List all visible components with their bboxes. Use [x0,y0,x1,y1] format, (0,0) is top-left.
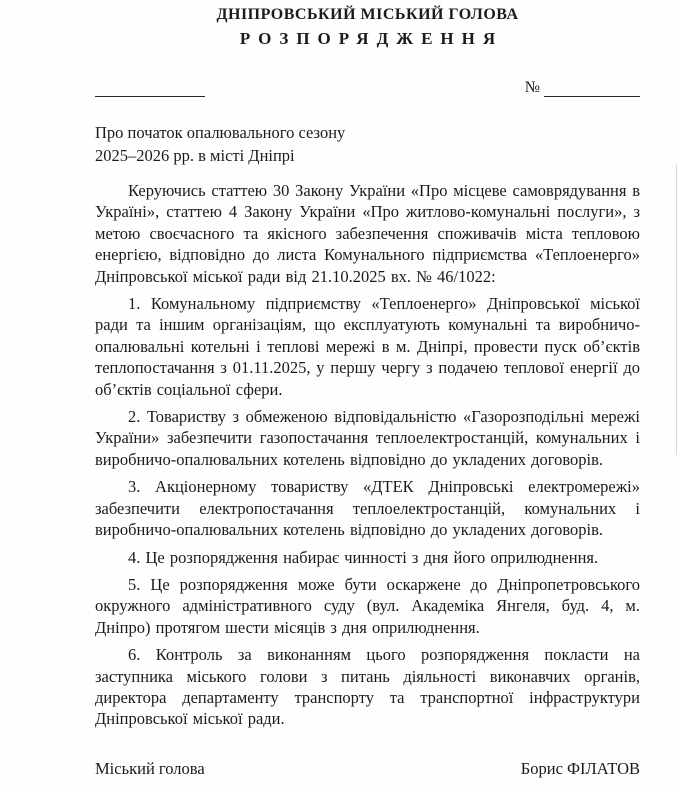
preamble-paragraph: Керуючись статтею 30 Закону України «Про місцеве самоврядування в Україні», статтею 4 Закону України «Про житлово-комунальні послуги», з метою своєчасного та якісного забезпечення споживачів міста тепловою енергією, відповідно до листа Комунального підприємства «Теплоенерго» Дніпровської міської ради від 21.10.2025 вх. № 46/1022: [95,181,640,286]
order-item-5: 5. Це розпорядження може бути оскаржене до Дніпропетровського окружного адміністративного суду (вул. Академіка Янгеля, буд. 4, м. Дніпро) протягом шести місяців з дня оприлюднення. [95,574,640,637]
date-blank-line [95,82,205,97]
order-item-3: 3. Акціонерному товариству «ДТЕК Дніпровські електромережі» забезпечити електропостачання теплоелектростанцій, комунальних і виробничо-опалювальних котелень відповідно до укладених договорів. [95,477,640,540]
document-type-title: РОЗПОРЯДЖЕННЯ [239,29,504,48]
number-blank-line [544,82,640,97]
number-label: № [524,79,540,96]
subject-block [95,121,640,167]
order-item-6: 6. Контроль за виконанням цього розпорядження покласти на заступника міського голови з питань діяльності виконавчих органів, директора департаменту транспорту та транспортної інфраструктури Дніпровської міської ради. [95,645,640,729]
order-item-4: 4. Це розпорядження набирає чинності з дня його оприлюднення. [128,547,599,567]
signatory-name: Борис ФІЛАТОВ [520,759,640,778]
subject-line-2: 2025–2026 рр. в місті Дніпрі [95,146,295,165]
number-group [525,79,640,97]
signature-row [95,759,640,779]
scan-edge-artifact [676,165,677,455]
document-header [95,6,640,49]
date-number-row [95,79,640,97]
order-item-1: 1. Комунальному підприємству «Теплоенерго» Дніпровської міської ради та іншим організаціям, що експлуатують комунальні та виробничо-опалювальні котельні і теплові мережі в м. Дніпрі, провести пуск об’єктів теплопостачання з 01.11.2025, у першу чергу з подачею теплової енергії до об’єктів соціальної сфери. [95,294,640,399]
order-item-2: 2. Товариству з обмеженою відповідальністю «Газорозподільні мережі України» забезпечити газопостачання теплоелектростанцій, комунальних і виробничо-опалювальних котелень відповідно до укладених договорів. [95,407,640,469]
issuing-authority-title: ДНІПРОВСЬКИЙ МІСЬКИЙ ГОЛОВА [216,6,519,23]
subject-line-1: Про початок опалювального сезону [95,123,346,142]
signatory-position: Міський голова [95,759,205,778]
